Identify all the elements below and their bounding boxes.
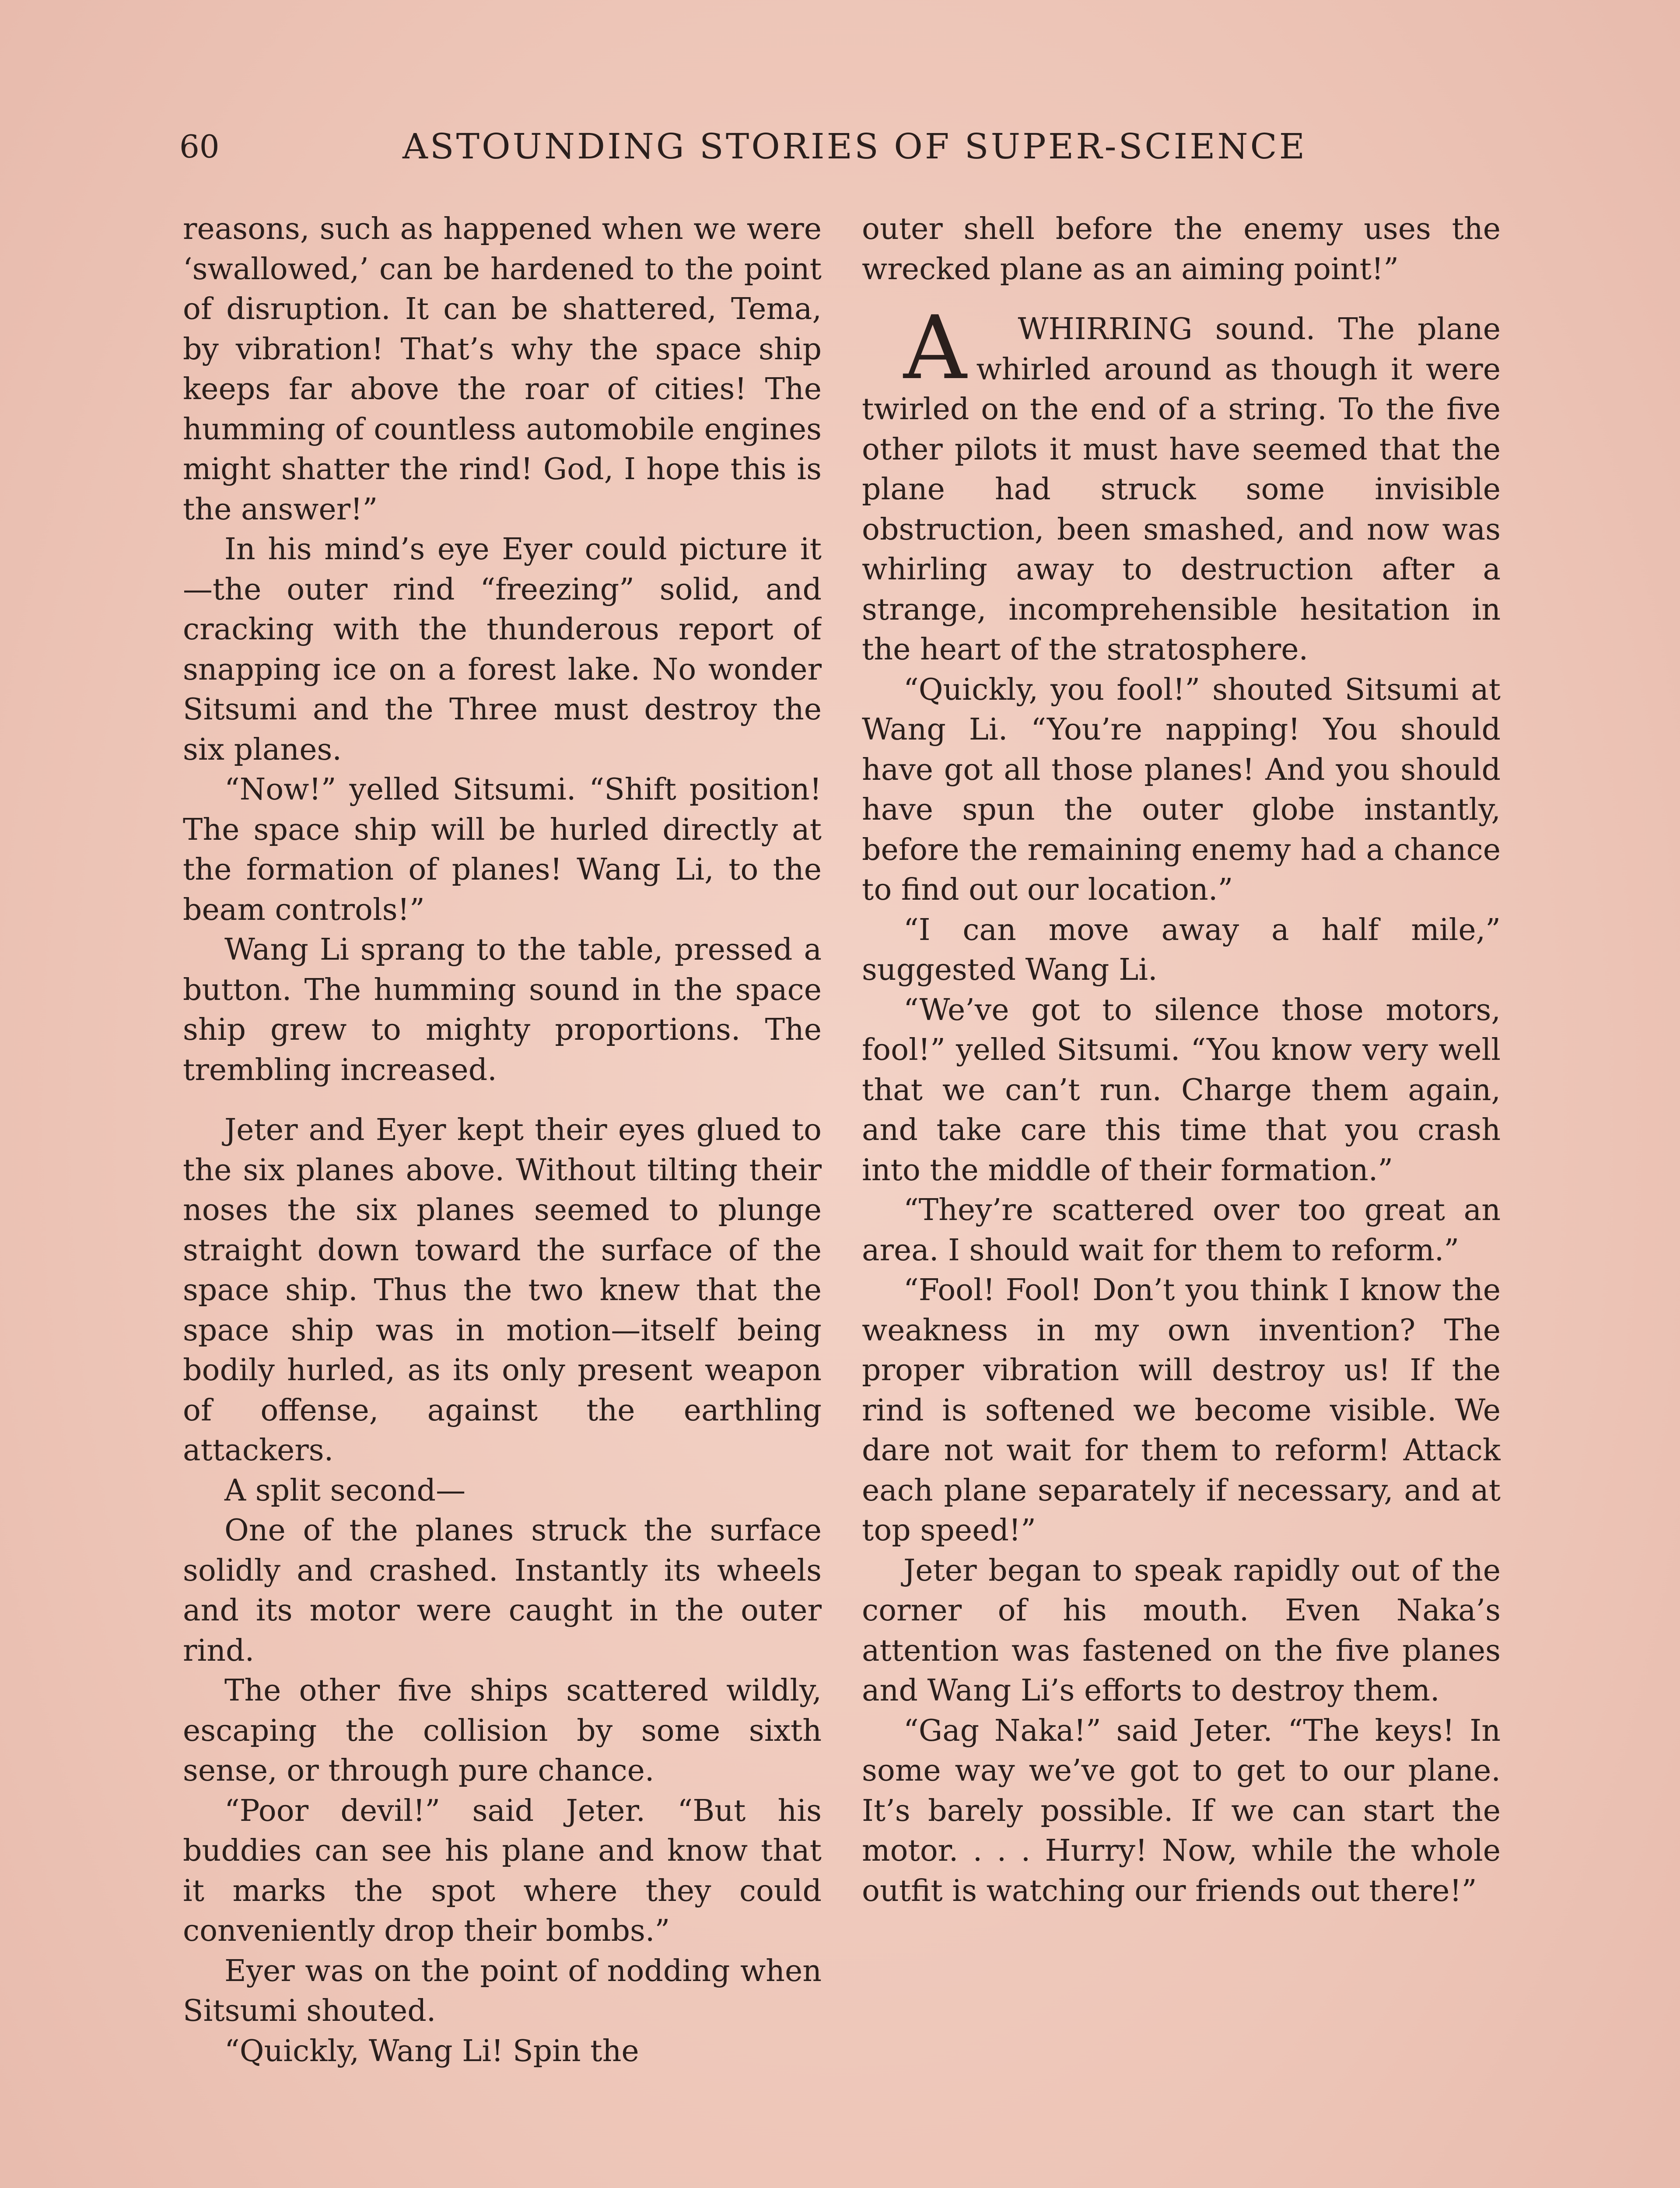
paragraph: “Quickly, Wang Li! Spin the bbox=[224, 2034, 639, 2069]
paragraph: The other five ships scattered wildly, escaping the collision by some sixth sense, or through pure chance. bbox=[183, 1673, 822, 1788]
running-title: ASTOUNDING STORIES OF SUPER-SCIENCE bbox=[402, 126, 1307, 167]
paragraph: Wang Li sprang to the table, pressed a button. The humming sound in the space ship grew to mighty proportions. The trembling increased. bbox=[183, 933, 822, 1087]
paragraph: In his mind’s eye Eyer could picture it—the outer rind “freezing” solid, and cracking with the thunderous report of snapping ice on a forest lake. No wonder Sitsumi and the Three must destroy the six planes. bbox=[183, 532, 822, 767]
paragraph: “Now!” yelled Sitsumi. “Shift position! The space ship will be hurled directly at the formation of planes! Wang Li, to the beam controls!” bbox=[183, 772, 822, 927]
page-number: 60 bbox=[179, 128, 220, 165]
paragraph: reasons, such as happened when we were ‘swallowed,’ can be hardened to the point of disruption. It can be shattered, Tema, by vibration! That’s why the space ship keeps far above the roar of cities! The humming of countless automobile engines might shatter the rind! God, I hope this is the answer!” bbox=[183, 212, 822, 527]
section-lead-text: WHIRRING sound. The plane whirled around as though it were twirled on the end of a string. To the five other pilots it must have seemed that the plane had struck some invisible obstruction, been smashed, and now was whirling away to destruction after a strange, incomprehensible hesitation in the heart of the stratosphere. bbox=[862, 312, 1501, 667]
right-column bbox=[862, 209, 1501, 2188]
section-opening bbox=[862, 297, 1501, 670]
paragraph: “Quickly, you fool!” shouted Sitsumi at Wang Li. “You’re napping! You should have got all those planes! And you should have spun the outer globe instantly, before the remaining enemy had a chance to find out our location.” bbox=[862, 672, 1501, 907]
paragraph: Jeter began to speak rapidly out of the corner of his mouth. Even Naka’s attention was fastened on the five planes and Wang Li’s efforts to destroy them. bbox=[862, 1553, 1501, 1708]
paragraph: “I can move away a half mile,” suggested Wang Li. bbox=[862, 912, 1501, 987]
paragraph: “Poor devil!” said Jeter. “But his buddies can see his plane and know that it marks the spot where they could conveniently drop their bombs.” bbox=[183, 1793, 822, 1948]
paragraph: A split second— bbox=[224, 1473, 466, 1508]
page-header bbox=[179, 123, 1470, 171]
paragraph-continuation: outer shell before the enemy uses the wrecked plane as an aiming point!” bbox=[862, 212, 1501, 287]
paragraph: “They’re scattered over too great an area. I should wait for them to reform.” bbox=[862, 1193, 1501, 1268]
drop-cap: A bbox=[903, 297, 967, 399]
paragraph: “Fool! Fool! Don’t you think I know the weakness in my own invention? The proper vibration will destroy us! If the rind is softened we become visible. We dare not wait for them to reform! Attack each plane separately if necessary, and at top speed!” bbox=[862, 1273, 1501, 1548]
paragraph: “Gag Naka!” said Jeter. “The keys! In some way we’ve got to get to our plane. It’s barely possible. If we can start the motor. . . . Hurry! Now, while the whole outfit is watching our friends out there!” bbox=[862, 1713, 1501, 1908]
paragraph: “We’ve got to silence those motors, fool!” yelled Sitsumi. “You know very well that we can’t run. Charge them again, and take care this time that you crash into the middle of their formation.” bbox=[862, 992, 1501, 1188]
paragraph: Eyer was on the point of nodding when Sitsumi shouted. bbox=[183, 1953, 822, 2028]
paragraph: Jeter and Eyer kept their eyes glued to the six planes above. Without tilting their noses the six planes seemed to plunge straight down toward the surface of the space ship. Thus the two knew that the space ship was in motion—itself being bodily hurled, as its only present weapon of offense, against the earthling attackers. bbox=[183, 1113, 822, 1468]
left-column bbox=[183, 209, 822, 2188]
paragraph: One of the planes struck the surface solidly and crashed. Instantly its wheels and its motor were caught in the outer rind. bbox=[183, 1513, 822, 1668]
